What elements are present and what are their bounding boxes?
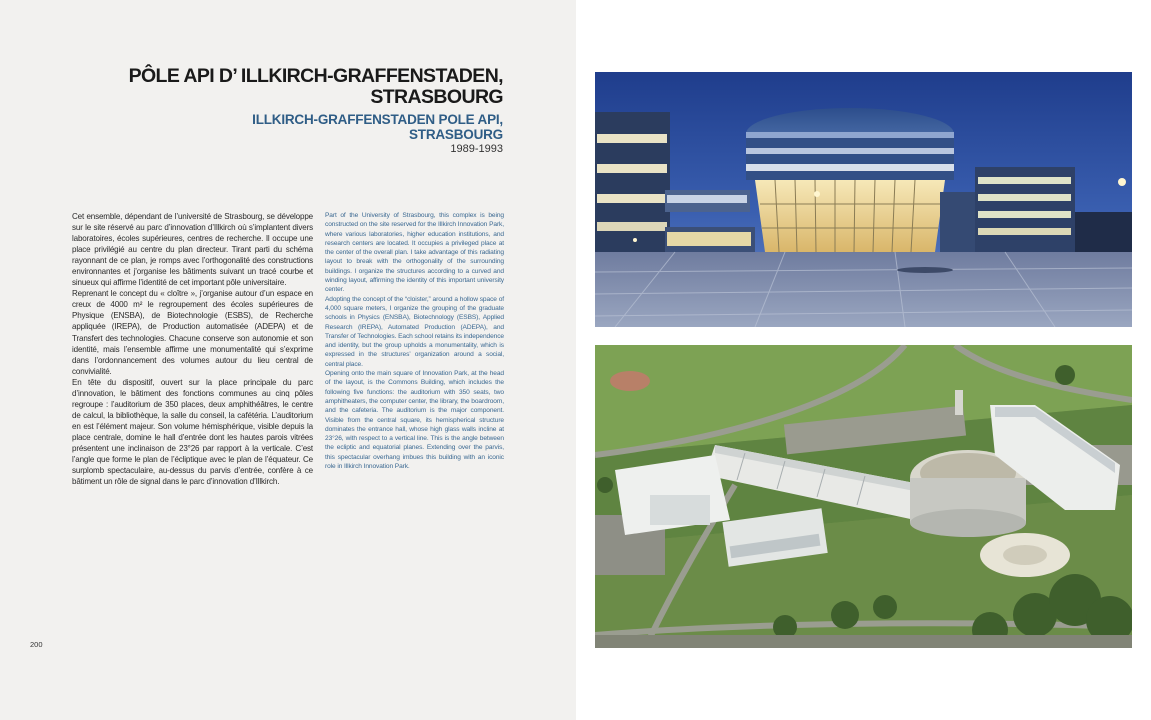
french-paragraph: Cet ensemble, dépendant de l’université de Strasbourg, se développe sur le site réservé au parc d’innovation d’Illkirch où s’implantent divers laboratoires, écoles supérieures, centres de recherche. Il occupe une place privilégié au centre du plan directeur. Tirant parti du schéma rayonnant de ce plan, je romps avec l’orthogonalité des constructions environnantes et j’organise les bâtiments suivant un tracé courbe et sinueux qui affirme l’identité de cet important pôle universitaire. <box>72 212 313 288</box>
photo-night-auditorium <box>595 72 1132 327</box>
english-paragraph: Opening onto the main square of Innovation Park, at the head of the layout, is the Commons Building, which includes the following five functions: the auditorium with 350 seats, two amphitheaters, the computer center, the library, the boardroom, and the cafeteria. The auditorium is the major component. Visible from the central square, its hemispherical structure dominates the entrance hall, whose high glass walls incline at 23°26, with respect to a vertical line. This is the angle between the ecliptic and equatorial planes. Extending over the parvis, this spectacular overhang imbues this building with an iconic role in Illkirch Innovation Park. <box>325 370 504 471</box>
title-english <box>83 112 503 142</box>
english-paragraph: Adopting the concept of the “cloister,” around a hollow space of 4,000 square meters, I organize the grouping of the graduate schools in Physics (ENSBA), Biotechnology (ESBS), Applied Research (IREPA), Automated Production (ADEPA), and Transfer of Technologies. Each school retains its independence and identity, but the group upholds a monumentality, which is expressed in the structures’ organization around a social, central place. <box>325 295 504 368</box>
english-text-column <box>325 211 504 471</box>
english-paragraph: Part of the University of Strasbourg, this complex is being constructed on the site reserved for the Illkirch Innovation Park, where various laboratories, higher education institutions, and research centers are located. It occupies a privileged place at the center of the overall plan. I take advantage of this radiating layout to break with the orthogonality of the surrounding buildings. I organize the structures according to a curved and winding layout, affirming the identity of this important university center. <box>325 212 504 294</box>
title-french-line2: STRASBOURG <box>370 86 503 108</box>
title-french-line1: PÔLE API D’ ILLKIRCH-GRAFFENSTADEN, <box>128 65 503 87</box>
page-number: 200 <box>30 640 43 649</box>
title-english-line1: ILLKIRCH-GRAFFENSTADEN POLE API, <box>252 112 503 127</box>
right-page <box>576 0 1151 720</box>
title-french <box>83 66 503 108</box>
french-paragraph: En tête du dispositif, ouvert sur la place principale du parc d’innovation, le bâtiment des fonctions communes au cinq pôles regroupe : l’auditorium de 350 places, deux amphithéâtres, le centre de calcul, la bibliothèque, la salle du conseil, la cafétéria. L’auditorium en est l’élément majeur. Son volume hémisphérique, visible depuis la place centrale, domine le hall d’entrée dont les hautes parois vitrées présentent une inclinaison de 23°26 par rapport à la verticale. C’est l’angle que forme le plan de l’écliptique avec le plan de l’équateur. Ce surplomb spectaculaire, au-dessus du parvis d’entrée, confère à ce bâtiment un rôle de signal dans le parc d’innovation d’Illkirch. <box>72 377 313 487</box>
title-block <box>83 66 503 155</box>
french-paragraph: Reprenant le concept du « cloître », j’organise autour d’un espace en creux de 4000 m² le regroupement des écoles supérieures de Physique (ENSBA), de Biotechnologie (ESBS), de Recherche appliquée (IREPA), de Production automatisée (ADEPA) et de Transfert des technologies. Chacune conserve son autonomie et son identité, mais l’ensemble affirme une monumentalité qui s’exprime dans l’ordonnancement des volumes autour du lieu central de convivialité. <box>72 289 313 376</box>
title-english-line2: STRASBOURG <box>408 127 503 142</box>
photo-aerial-campus <box>595 345 1132 648</box>
french-text-column <box>72 211 313 487</box>
project-years: 1989-1993 <box>450 143 503 155</box>
